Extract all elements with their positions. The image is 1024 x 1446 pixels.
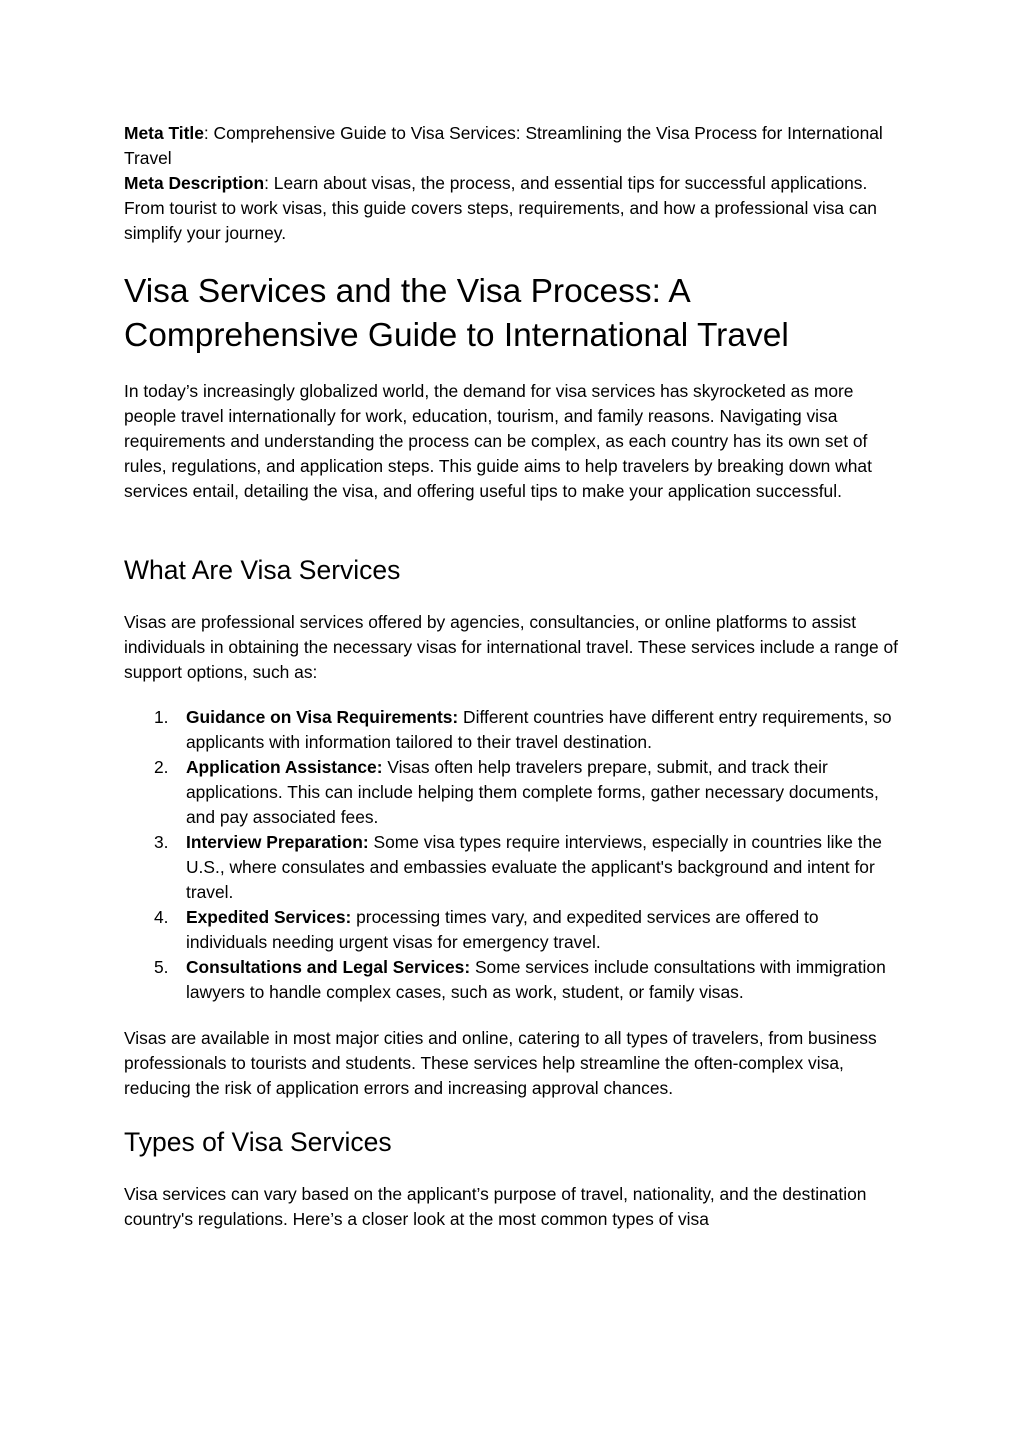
list-item [124, 705, 899, 755]
intro-block [124, 379, 899, 504]
section1-paragraph: Visas are professional services offered by agencies, consultancies, or online platforms to assist individuals in obtaining the necessary visas for international travel. These services include a range of support options, such as: [124, 612, 898, 682]
services-list-block [124, 705, 899, 1005]
section2-paragraph: Visa services can vary based on the applicant’s purpose of travel, nationality, and the destination country's regulations. Here’s a closer look at the most common types of visa [124, 1184, 867, 1229]
list-item-label: Application Assistance: [186, 757, 383, 777]
article-title: Visa Services and the Visa Process: A Comprehensive Guide to International Travel [124, 273, 789, 354]
list-item-label: Expedited Services: [186, 907, 352, 927]
list-item-label: Consultations and Legal Services: [186, 957, 471, 977]
list-item [124, 830, 899, 905]
list-item [124, 755, 899, 830]
intro-paragraph: In today’s increasingly globalized world, the demand for visa services has skyrocketed as more people travel internationally for work, education, tourism, and family reasons. Navigating visa requirements and understanding the process can be complex, as each country has its own set of rules, regulations, and application steps. This guide aims to help travelers by breaking down what services entail, detailing the visa, and offering useful tips to make your application successful. [124, 381, 872, 501]
meta-description-text: : Learn about visas, the process, and essential tips for successful applications. From tourist to work visas, this guide covers steps, requirements, and how a professional visa can simplify your journey. [124, 173, 877, 243]
list-item-text: Some services include consultations with immigration lawyers to handle complex cases, such as work, student, or family visas. [186, 957, 886, 1002]
list-item-number: 1. [154, 707, 169, 727]
list-item-label: Guidance on Visa Requirements: [186, 707, 459, 727]
meta-description-label: Meta Description [124, 173, 265, 193]
section-heading-what-are-visa-services: What Are Visa Services [124, 555, 401, 585]
list-item [124, 955, 899, 1005]
section-heading-types-of-visa-services: Types of Visa Services [124, 1127, 392, 1157]
meta-description-line [124, 171, 899, 246]
services-list [124, 705, 899, 1005]
list-item [124, 905, 899, 955]
list-item-text: Different countries have different entry requirements, so applicants with information tailored to their travel destination. [186, 707, 892, 752]
list-item-text: Visas often help travelers prepare, submit, and track their applications. This can include helping them complete forms, gather necessary documents, and pay associated fees. [186, 757, 879, 827]
list-item-number: 3. [154, 832, 169, 852]
list-item-text: processing times vary, and expedited services are offered to individuals needing urgent visas for emergency travel. [186, 907, 819, 952]
meta-block [124, 121, 899, 246]
meta-title-line [124, 121, 899, 171]
list-item-text: Some visa types require interviews, especially in countries like the U.S., where consulates and embassies evaluate the applicant's background and intent for travel. [186, 832, 882, 902]
meta-title-label: Meta Title [124, 123, 204, 143]
section1-intro-block [124, 610, 899, 685]
list-item-number: 5. [154, 957, 169, 977]
list-item-number: 2. [154, 757, 169, 777]
section1-closing-paragraph: Visas are available in most major cities and online, catering to all types of travelers, from business professionals to tourists and students. These services help streamline the often-complex visa, reducing the risk of application errors and increasing approval chances. [124, 1028, 877, 1098]
section1-closing-block [124, 1026, 899, 1101]
list-item-label: Interview Preparation: [186, 832, 369, 852]
section2-intro-block [124, 1182, 899, 1232]
list-item-number: 4. [154, 907, 169, 927]
meta-title-text: : Comprehensive Guide to Visa Services: Streamlining the Visa Process for International Travel [124, 123, 883, 168]
